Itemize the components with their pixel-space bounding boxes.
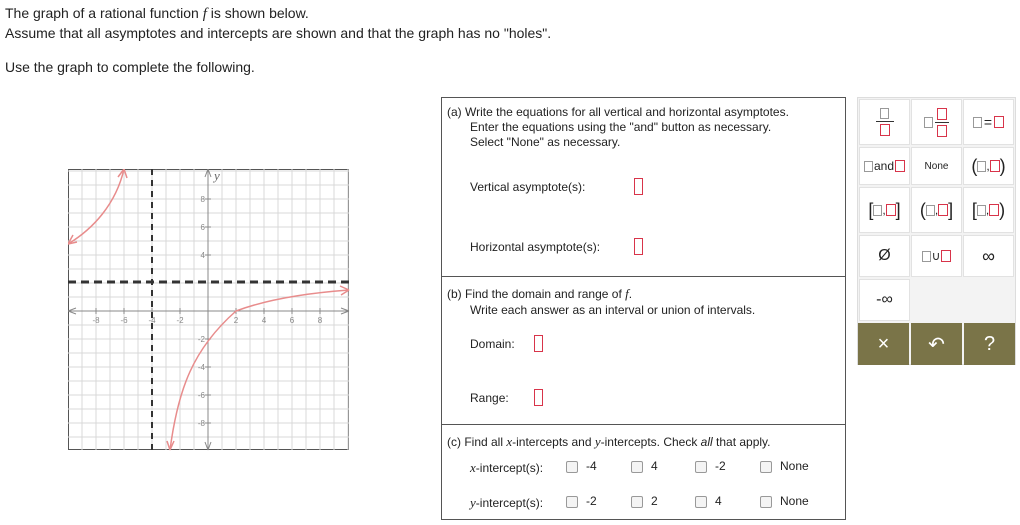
y-tick-label: 4 [200,251,205,260]
undo-icon: ↶ [928,333,945,356]
and-button[interactable] [859,147,910,185]
y-intercept-option-1: -2 [586,494,597,508]
y-intercept-label [470,495,543,511]
part-c-text: all [700,435,713,449]
y-variable: y [594,434,601,449]
prompt-text: is shown below. [206,5,309,21]
part-c-text: (c) Find all [447,435,507,449]
x-intercept-label [470,460,543,476]
y-intercept-option-2: 2 [651,494,658,508]
vertical-asymptote-label: Vertical asymptote(s): [470,180,586,194]
help-icon: ? [983,332,996,355]
part-b-section [442,276,845,425]
x-intercept-checkbox-1[interactable] [566,461,578,473]
mixed-number-icon [924,108,949,137]
y-tick-label: 8 [200,195,205,204]
prompt-line-1 [5,5,309,23]
y-variable: y [470,495,476,510]
y-tick-label: -4 [197,363,205,372]
half-open-right-interval-button[interactable]: [ , ) [963,187,1014,233]
fraction-button[interactable] [859,99,910,145]
union-button[interactable] [911,235,962,277]
part-a-line-2: Enter the equations using the "and" button as necessary. [470,120,772,134]
x-intercept-checkbox-3[interactable] [695,461,707,473]
x-tick-label: -2 [176,316,184,325]
y-intercept-checkbox-3[interactable] [695,496,707,508]
part-c-text: -intercepts. Check [600,435,701,449]
and-label: and [873,159,895,173]
x-variable: x [470,460,476,475]
part-c-section [442,424,845,519]
closed-interval-button[interactable]: [ , ] [859,187,910,233]
undo-button[interactable] [911,323,962,365]
help-button[interactable] [964,323,1015,365]
domain-input[interactable] [534,335,543,352]
part-b-line-1 [447,286,632,302]
x-tick-label: 4 [261,316,267,325]
x-variable: x [506,434,513,449]
x-intercept-checkbox-2[interactable] [631,461,643,473]
negative-infinity-icon: -∞ [876,291,893,308]
rational-function-graph [68,169,350,451]
part-b-text: . [628,287,633,301]
y-tick-label: -8 [197,419,205,428]
prompt-line-2: Assume that all asymptotes and intercepts are shown and that the graph has no "holes". [5,25,552,41]
x-intercept-option-1: -4 [586,459,597,473]
union-symbol: ∪ [931,249,941,263]
part-a-line-3: Select "None" as necessary. [470,135,621,149]
none-button[interactable] [911,147,962,185]
equals-icon [973,114,1004,130]
x-tick-label: -8 [92,316,100,325]
y-tick-label: 6 [200,223,205,232]
part-c-line-1 [447,434,771,450]
y-intercept-checkbox-2[interactable] [631,496,643,508]
x-tick-label: -6 [120,316,128,325]
function-name: f [202,6,207,22]
prompt-line-3: Use the graph to complete the following. [5,59,255,75]
domain-label: Domain: [470,337,515,351]
empty-set-button[interactable] [859,235,910,277]
negative-infinity-button[interactable] [859,279,910,321]
y-intercept-label-text: -intercept(s): [475,496,544,510]
empty-set-icon: Ø [878,247,891,264]
horizontal-asymptote-input[interactable] [634,238,643,255]
open-interval-button[interactable]: ( , ) [963,147,1014,185]
x-tick-label: 2 [233,316,239,325]
range-input[interactable] [534,389,543,406]
y-intercept-checkbox-1[interactable] [566,496,578,508]
mixed-number-button[interactable] [911,99,962,145]
half-open-left-interval-button[interactable]: ( , ] [911,187,962,233]
x-intercept-option-2: 4 [651,459,658,473]
part-c-text: -intercepts and [512,435,595,449]
x-intercept-label-text: -intercept(s): [475,461,544,475]
y-tick-label: -6 [197,391,205,400]
none-label: None [924,160,949,172]
y-intercept-checkbox-none[interactable] [760,496,772,508]
clear-button[interactable] [858,323,909,365]
x-tick-label: -4 [148,316,156,325]
part-b-text: (b) Find the domain and range of [447,287,626,301]
y-tick-label: -2 [197,335,205,344]
range-label: Range: [470,391,509,405]
x-tick-label: 6 [289,316,295,325]
x-intercept-checkbox-none[interactable] [760,461,772,473]
prompt-text: The graph of a rational function [5,5,203,21]
infinity-icon: ∞ [982,245,995,266]
x-tick-label: 8 [317,316,323,325]
y-axis-label: y [214,169,220,183]
clear-icon: × [877,332,890,355]
y-intercept-option-3: 4 [715,494,722,508]
question-panel [441,97,846,520]
part-a-section [442,98,845,277]
part-b-line-2: Write each answer as an interval or union of intervals. [470,303,756,317]
equals-symbol: = [983,114,993,130]
vertical-asymptote-input[interactable] [634,178,643,195]
equals-button[interactable] [963,99,1014,145]
infinity-button[interactable] [963,235,1014,277]
part-c-text: that apply. [712,435,771,449]
x-intercept-option-3: -2 [715,459,726,473]
function-name: f [625,286,629,301]
horizontal-asymptote-label: Horizontal asymptote(s): [470,240,601,254]
y-intercept-option-none: None [780,494,809,508]
x-intercept-option-none: None [780,459,809,473]
fraction-icon [876,108,894,136]
part-a-line-1: (a) Write the equations for all vertical and horizontal asymptotes. [447,105,789,119]
